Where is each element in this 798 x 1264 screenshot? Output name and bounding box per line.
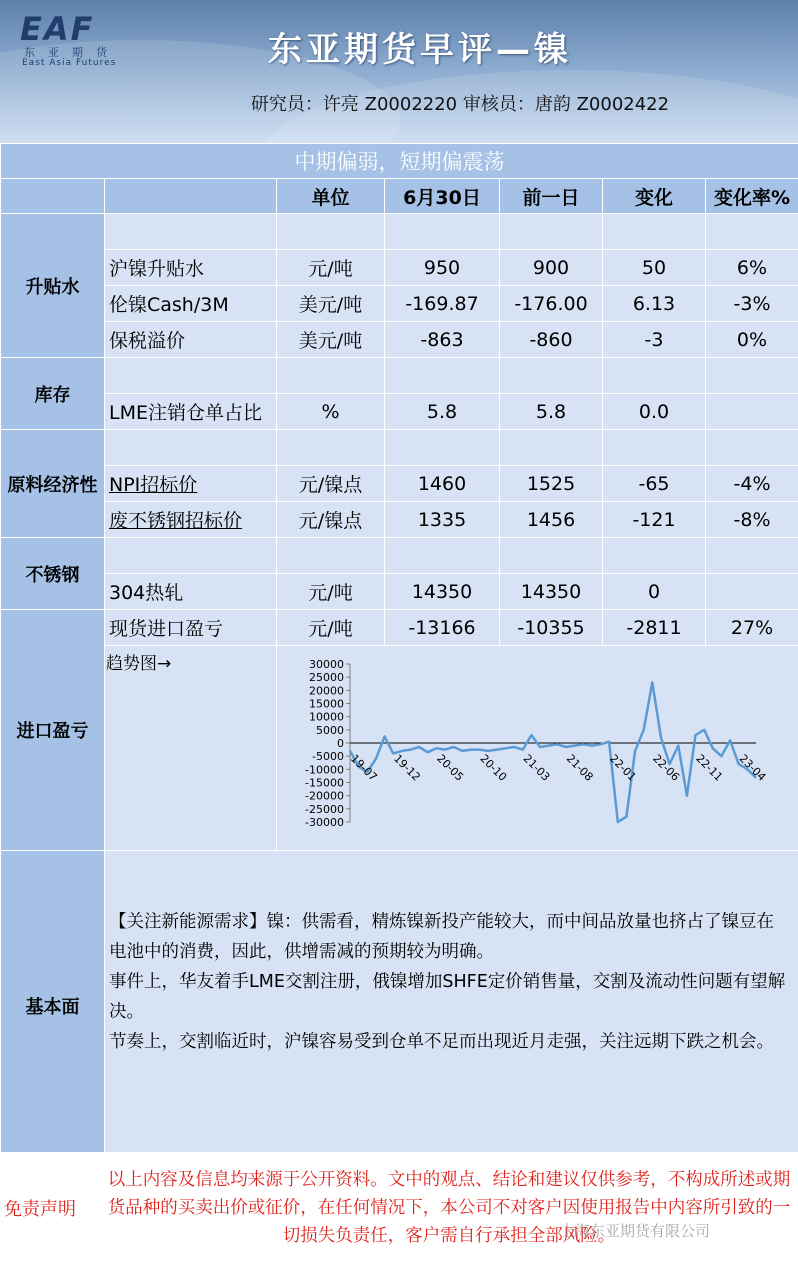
logo-english-name: East Asia Futures (22, 58, 117, 68)
row-change: 0.0 (603, 394, 706, 430)
row-previous: 1525 (500, 466, 603, 502)
row-change: -121 (603, 502, 706, 538)
fundamentals-text (105, 851, 798, 1161)
category-stainless: 不锈钢 (1, 538, 105, 610)
page-title: 东亚期货早评—镍 (268, 30, 572, 70)
fundamentals-paragraph: 节奏上，交割临近时，沪镍容易受到仓单不足而出现近月走强，关注远期下跌之机会。 (109, 1032, 774, 1052)
row-previous: 5.8 (500, 394, 603, 430)
row-unit: % (277, 394, 385, 430)
npi-link[interactable]: NPI招标价 (109, 474, 198, 496)
disclaimer-text: 以上内容及信息均来源于公开资料。文中的观点、结论和建议仅供参考，不构成所述或期货品种的买卖出价或征价，在任何情况下，本公司不对客户因使用报告中内容所引致的一切损失负责任，客户需自行承担全部风险。 (107, 1170, 791, 1246)
row-change-rate: 0% (706, 322, 798, 358)
y-tick-label: -10000 (304, 763, 344, 777)
row-change-rate: -4% (706, 466, 798, 502)
row-change-rate: 27% (706, 610, 798, 646)
y-tick-label: 25000 (308, 671, 344, 685)
row-current: -13166 (385, 610, 500, 646)
row-unit: 元/吨 (277, 250, 385, 286)
trend-chart-label: 趋势图→ (106, 654, 172, 674)
x-tick-label: 21-08 (563, 751, 596, 784)
row-name: 沪镍升贴水 (105, 250, 277, 286)
x-tick-label: 20-10 (476, 751, 509, 784)
row-previous: 900 (500, 250, 603, 286)
row-unit: 美元/吨 (277, 286, 385, 322)
fundamentals-paragraph: 事件上，华友着手LME交割注册，俄镍增加SHFE定价销售量，交割及流动性问题有望解决。 (109, 972, 786, 1022)
category-premium: 升贴水 (1, 214, 105, 358)
category-raw-economics: 原料经济性 (1, 430, 105, 538)
x-tick-label: 22-06 (649, 751, 682, 784)
x-tick-label: 20-05 (433, 751, 466, 784)
report-header (0, 0, 798, 143)
y-tick-label: 30000 (308, 658, 344, 671)
y-tick-label: 0 (336, 737, 344, 750)
row-change-rate (706, 574, 798, 610)
import-profit-chart (278, 646, 798, 845)
header-change: 变化 (603, 179, 706, 214)
header-current: 6月30日 (385, 179, 500, 214)
category-inventory: 库存 (1, 358, 105, 430)
x-tick-label: 23-04 (736, 751, 768, 784)
row-current: 950 (385, 250, 500, 286)
watermark: 上海东亚期货有限公司 (560, 1222, 711, 1240)
row-name-link[interactable] (105, 502, 277, 538)
category-fundamentals: 基本面 (1, 851, 105, 1161)
row-current: -169.87 (385, 286, 500, 322)
row-current: -863 (385, 322, 500, 358)
row-change-rate (706, 394, 798, 430)
category-import-profit: 进口盈亏 (1, 610, 105, 851)
y-tick-label: 10000 (308, 710, 344, 724)
table-row (1, 502, 798, 538)
row-current: 1460 (385, 466, 500, 502)
disclaimer-label: 免责声明 (4, 1199, 76, 1220)
table-row (1, 286, 798, 322)
row-current: 5.8 (385, 394, 500, 430)
y-tick-label: 20000 (308, 684, 344, 698)
logo-mark: EAF (20, 10, 95, 48)
row-name: 现货进口盈亏 (105, 610, 277, 646)
row-previous: 14350 (500, 574, 603, 610)
row-current: 14350 (385, 574, 500, 610)
table-row (1, 322, 798, 358)
row-previous: -176.00 (500, 286, 603, 322)
y-tick-label: -30000 (304, 816, 344, 829)
fundamentals-paragraph: 【关注新能源需求】镍：供需看，精炼镍新投产能较大，而中间品放量也挤占了镍豆在电池中的消费，因此，供增需减的预期较为明确。 (109, 912, 774, 962)
row-previous: -10355 (500, 610, 603, 646)
row-change: -65 (603, 466, 706, 502)
row-change-rate: 6% (706, 250, 798, 286)
header-cell-empty (105, 179, 277, 214)
row-change-rate: -3% (706, 286, 798, 322)
row-unit: 美元/吨 (277, 322, 385, 358)
row-change: 6.13 (603, 286, 706, 322)
x-tick-label: 22-11 (692, 751, 725, 784)
logo-chinese-name: 东亚期货 (24, 46, 120, 59)
scrap-stainless-link[interactable]: 废不锈钢招标价 (109, 510, 243, 532)
trend-label-cell (105, 646, 277, 851)
row-change-rate: -8% (706, 502, 798, 538)
y-tick-label: -5000 (311, 750, 344, 764)
row-current: 1335 (385, 502, 500, 538)
x-tick-label: 21-03 (520, 751, 552, 784)
y-tick-label: 5000 (315, 723, 344, 737)
header-cell-empty (1, 179, 105, 214)
row-name: 保税溢价 (105, 322, 277, 358)
y-tick-label: -15000 (304, 776, 344, 790)
row-unit: 元/吨 (277, 610, 385, 646)
header-change-rate: 变化率% (706, 179, 798, 214)
row-unit: 元/镍点 (277, 466, 385, 502)
table-row (1, 466, 798, 502)
analysts-line: 研究员：许亮 Z0002220 审核员：唐韵 Z0002422 (250, 94, 670, 115)
row-change: -2811 (603, 610, 706, 646)
row-name: 304热轧 (105, 574, 277, 610)
row-unit: 元/镍点 (277, 502, 385, 538)
row-unit: 元/吨 (277, 574, 385, 610)
row-change: 50 (603, 250, 706, 286)
row-name: 伦镍Cash/3M (105, 286, 277, 322)
y-tick-label: -20000 (304, 789, 344, 803)
company-logo (18, 10, 158, 70)
row-change: 0 (603, 574, 706, 610)
outlook-band: 中期偏弱，短期偏震荡 (1, 144, 798, 179)
x-tick-label: 19-12 (390, 751, 423, 784)
row-change: -3 (603, 322, 706, 358)
x-tick-label: 22-01 (606, 751, 639, 784)
table-row (1, 394, 798, 430)
x-tick-label: 19-07 (347, 751, 380, 784)
row-previous: -860 (500, 322, 603, 358)
series-line (350, 682, 756, 822)
row-name-link[interactable] (105, 466, 277, 502)
table-row (1, 250, 798, 286)
header-previous: 前一日 (500, 179, 603, 214)
row-name: LME注销仓单占比 (105, 394, 277, 430)
trend-chart-cell (277, 646, 798, 851)
row-previous: 1456 (500, 502, 603, 538)
table-row (1, 610, 798, 646)
header-unit: 单位 (277, 179, 385, 214)
disclaimer (0, 1152, 798, 1264)
y-tick-label: -25000 (304, 802, 344, 816)
y-tick-label: 15000 (308, 697, 344, 711)
table-row (1, 574, 798, 610)
